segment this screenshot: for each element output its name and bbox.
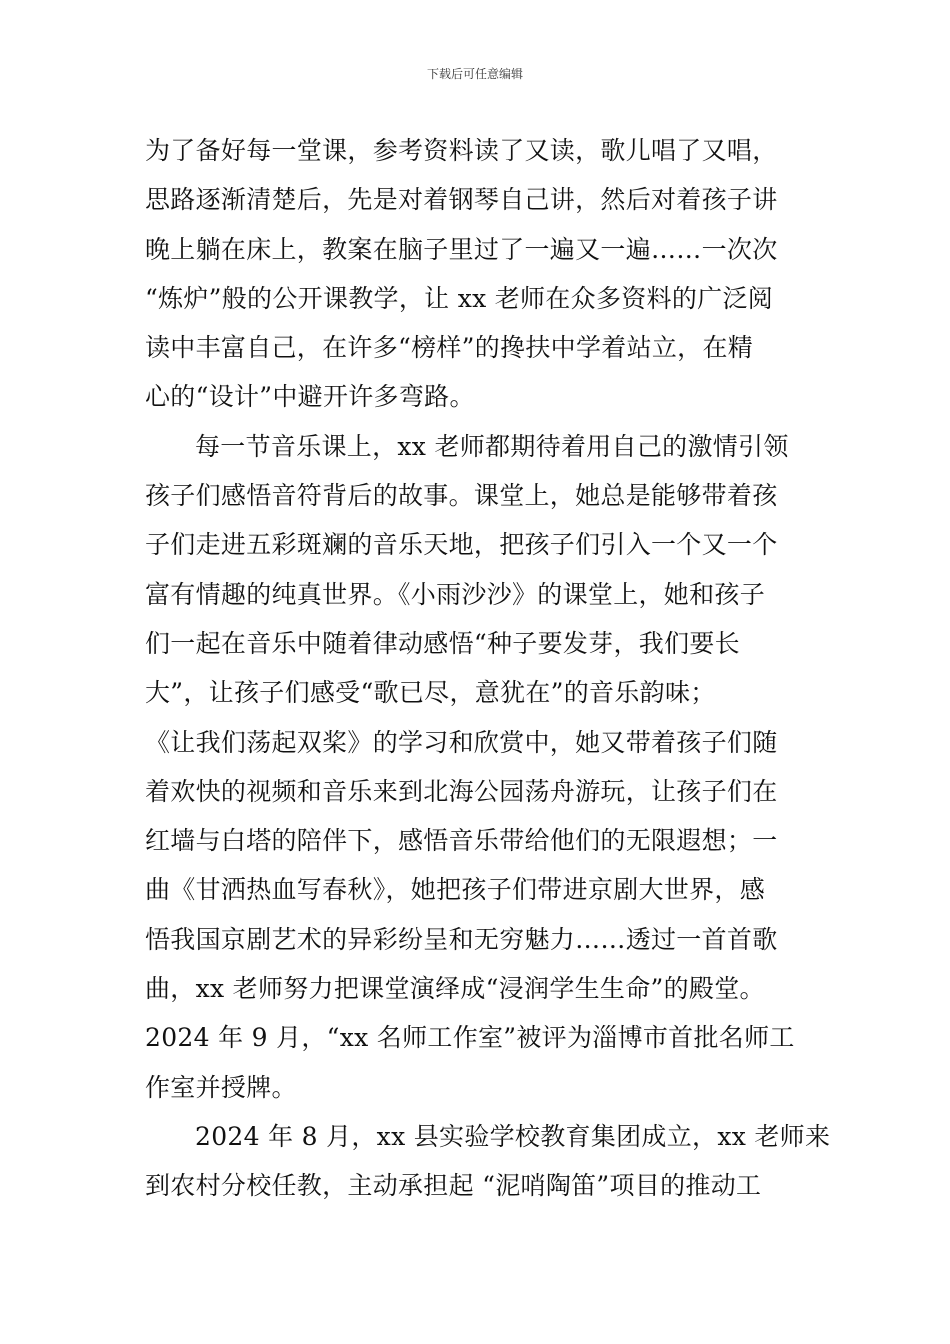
text-line: 富有情趣的纯真世界。《小雨沙沙》的课堂上，她和孩子 xyxy=(145,579,766,609)
page-header: 下载后可任意编辑 xyxy=(426,67,523,81)
text-line: 子们走进五彩斑斓的音乐天地，把孩子们引入一个又一个 xyxy=(145,530,778,560)
text-line: 作室并授牌。 xyxy=(145,1072,297,1102)
text-line: 曲《甘洒热血写春秋》，她把孩子们带进京剧大世界，感 xyxy=(145,875,766,905)
text-line: 晚上躺在床上，教案在脑子里过了一遍又一遍……一次次 xyxy=(145,234,778,264)
paragraph-1 xyxy=(145,126,825,422)
text-line: 2024 年 9 月，“xx 名师工作室”被评为淄博市首批名师工 xyxy=(145,1023,795,1053)
paragraph-2 xyxy=(145,422,825,1112)
text-line: 悟我国京剧艺术的异彩纷呈和无穷魅力……透过一首首歌 xyxy=(145,924,778,954)
text-line: 思路逐渐清楚后，先是对着钢琴自己讲，然后对着孩子讲 xyxy=(145,185,778,215)
text-line: 大”，让孩子们感受“歌已尽，意犹在”的音乐韵味； xyxy=(145,678,716,708)
text-line: 红墙与白塔的陪伴下，感悟音乐带给他们的无限遐想；一 xyxy=(145,826,778,856)
text-line: 到农村分校任教，主动承担起 “泥哨陶笛”项目的推动工 xyxy=(145,1171,762,1201)
text-line: 曲，xx 老师努力把课堂演绎成“浸润学生生命”的殿堂。 xyxy=(145,974,765,1004)
paragraph-3 xyxy=(145,1112,831,1211)
text-line: 读中丰富自己，在许多“榜样”的搀扶中学着站立，在精 xyxy=(145,333,754,363)
text-line: 2024 年 8 月，xx 县实验学校教育集团成立，xx 老师来 xyxy=(195,1121,831,1151)
text-line: 心的“设计”中避开许多弯路。 xyxy=(145,382,475,412)
document-body xyxy=(145,126,831,1211)
text-line: 孩子们感悟音符背后的故事。课堂上，她总是能够带着孩 xyxy=(145,481,778,511)
text-line: 着欢快的视频和音乐来到北海公园荡舟游玩，让孩子们在 xyxy=(145,776,778,806)
text-line: 《让我们荡起双桨》的学习和欣赏中，她又带着孩子们随 xyxy=(145,727,778,757)
text-line: 每一节音乐课上，xx 老师都期待着用自己的激情引领 xyxy=(195,431,789,461)
text-line: 们一起在音乐中随着律动感悟“种子要发芽，我们要长 xyxy=(145,628,740,658)
text-line: 为了备好每一堂课，参考资料读了又读，歌儿唱了又唱， xyxy=(145,136,778,165)
text-line: “炼炉”般的公开课教学，让 xx 老师在众多资料的广泛阅 xyxy=(145,283,774,313)
